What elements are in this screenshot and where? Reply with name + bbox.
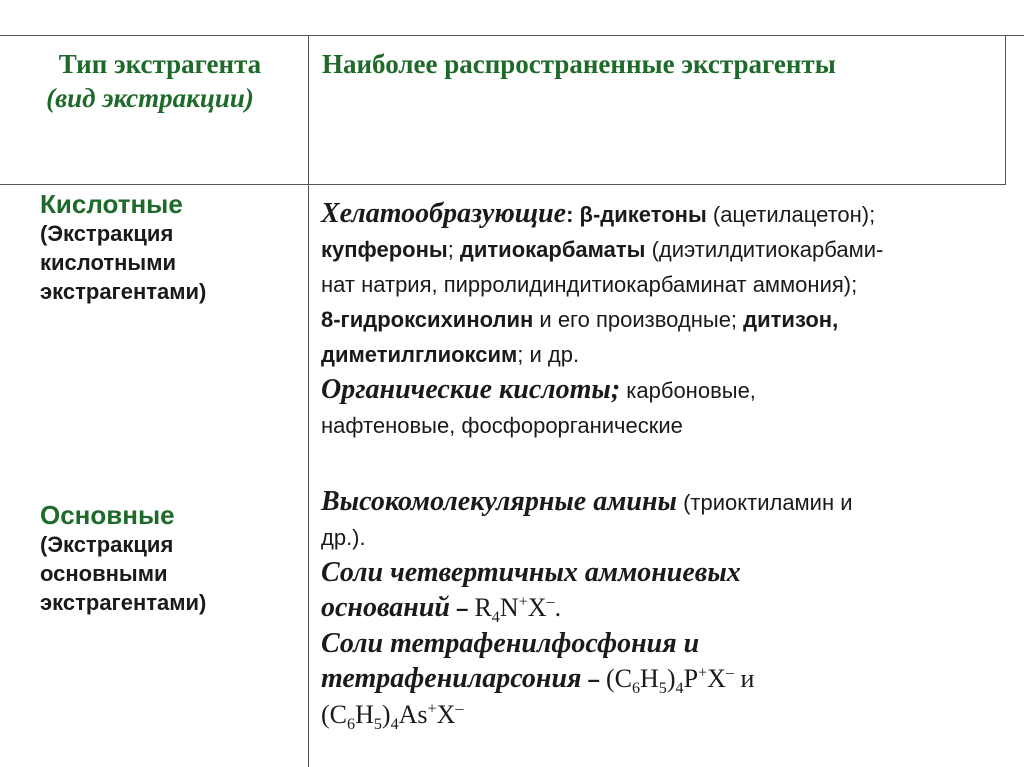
header-right-border xyxy=(1005,35,1006,185)
hydroxyquinoline: 8-гидроксихинолин xyxy=(321,307,534,332)
organic-acids-label: Органические кислоты xyxy=(321,374,611,405)
quaternary-label: оснований xyxy=(321,592,450,623)
organic-acids-line-1: Органические кислоты; карбоновые, xyxy=(321,374,756,405)
tetraphenylarsonium-label: тетрафениларсония xyxy=(321,663,582,694)
column-divider xyxy=(308,35,309,767)
amines-label: Высокомолекулярные амины xyxy=(321,486,677,517)
dithiocarbamates: дитиокарбаматы xyxy=(459,237,646,262)
header-row-border xyxy=(0,184,1005,185)
category-basic-desc: (Экстракция основными экстрагентами) xyxy=(40,532,207,615)
quaternary-formula: $R_4N^+X^-$. xyxy=(474,593,562,627)
organic-acids-line-2: нафтеновые, фосфорорганические xyxy=(321,413,683,438)
table-top-border xyxy=(0,35,1024,36)
quaternary-line-2: оснований – $R_4N^+X^-$. xyxy=(321,592,562,627)
tetraphenylarsonium-formula: $(C_6H_5)_4As^+X^-$ xyxy=(321,700,464,734)
chelating-line-1: Хелатообразующие: β-дикетоны (ацетилацетон); xyxy=(321,198,876,229)
dimethylglyoxime: диметилглиоксим xyxy=(321,342,518,367)
header-col-type-line2: (вид экстракции) xyxy=(46,83,254,113)
header-col-type xyxy=(28,47,292,115)
diketones: β-дикетоны xyxy=(579,202,707,227)
tetraphenyl-line-1: Соли тетрафенилфосфония и xyxy=(321,628,700,659)
chelating-line-3: нат натрия, пирролидиндитиокарбаминат аммония); xyxy=(321,272,858,297)
acidic-extractants-block xyxy=(321,196,1001,443)
header-col-type-line1: Тип экстрагента xyxy=(58,49,262,79)
dithizone: дитизон, xyxy=(743,307,839,332)
basic-extractants-block xyxy=(321,484,1001,733)
amines-line-2: др.). xyxy=(321,525,366,550)
chelating-line-5: диметилглиоксим; и др. xyxy=(321,342,580,367)
chelating-line-4: 8-гидроксихинолин и его производные; дитизон, xyxy=(321,307,839,332)
chelating-label: Хелатообразующие xyxy=(321,198,567,229)
category-basic xyxy=(40,500,206,617)
tetraphenyl-line-3 xyxy=(321,697,1001,733)
quaternary-line-1: Соли четвертичных аммониевых xyxy=(321,557,741,588)
category-acidic-desc: (Экстракция кислотными экстрагентами) xyxy=(40,221,207,304)
header-col-extractants: Наиболее распространенные экстрагенты xyxy=(322,49,836,79)
category-acidic-title: Кислотные xyxy=(40,189,183,219)
category-acidic xyxy=(40,189,206,306)
tetraphenyl-line-2: тетрафениларсония – $(C_6H_5)_4P^+X^-$ и xyxy=(321,663,755,698)
category-basic-title: Основные xyxy=(40,500,175,530)
tetraphenylphosphonium-formula: $(C_6H_5)_4P^+X^-$ xyxy=(605,664,734,698)
chelating-line-2: купфероны; дитиокарбаматы (диэтилдитиокарбами- xyxy=(321,237,884,262)
amines-line-1: Высокомолекулярные амины (триоктиламин и xyxy=(321,486,853,517)
cupferons: купфероны xyxy=(321,237,448,262)
